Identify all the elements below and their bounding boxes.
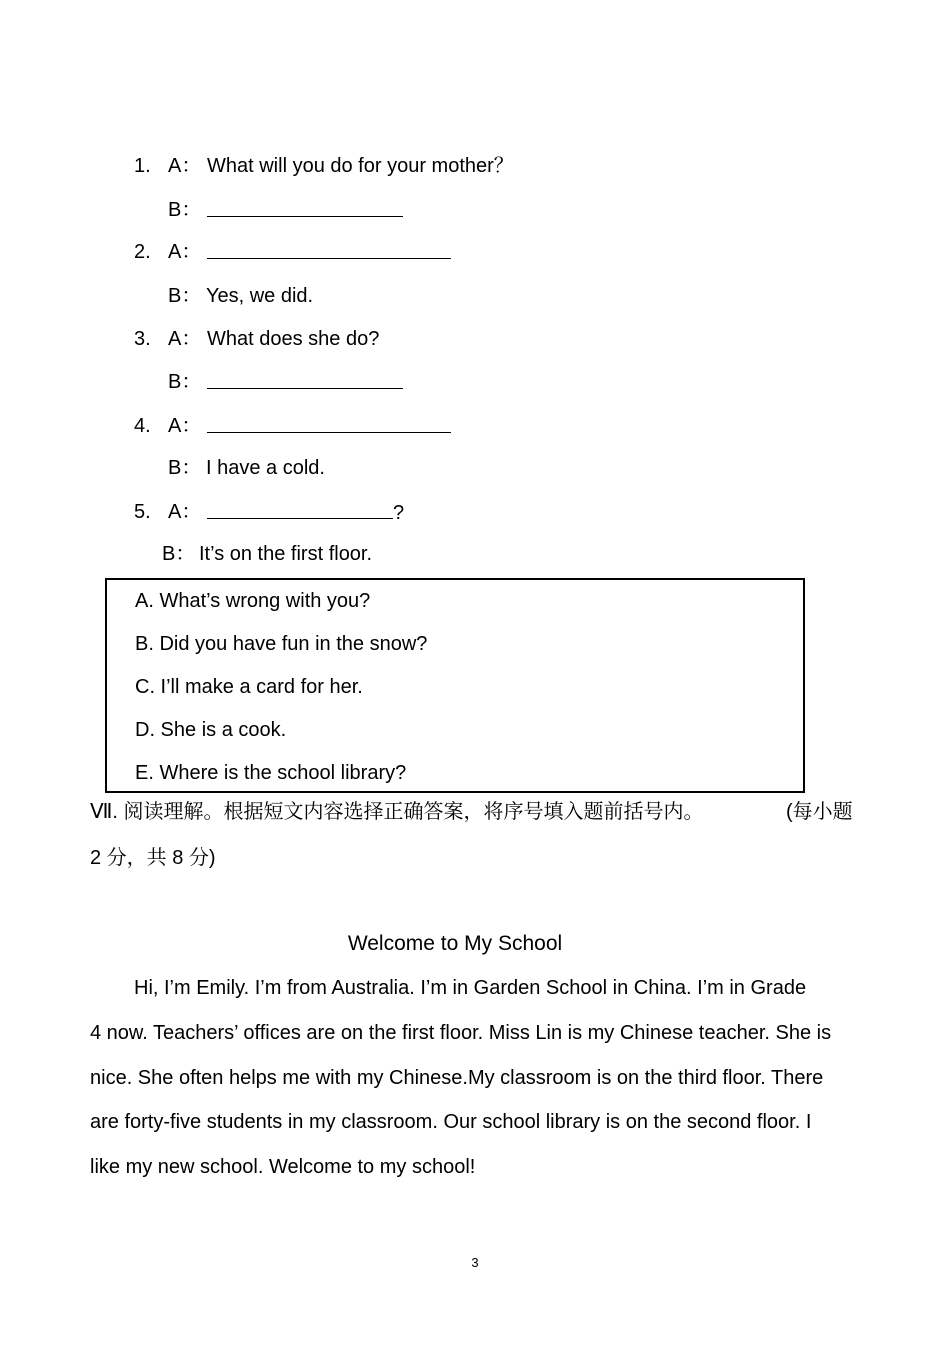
answer-blank[interactable]: [207, 414, 451, 433]
passage-line: 4 now. Teachers’ offices are on the first floor. Miss Lin is my Chinese teacher. She is: [90, 1022, 832, 1044]
passage-line: nice. She often helps me with my Chinese.My classroom is on the third floor. There: [90, 1067, 824, 1089]
speaker-b-label: B：: [168, 285, 202, 307]
passage-line: like my new school. Welcome to my school!: [90, 1156, 476, 1178]
option-c: C. I’ll make a card for her.: [135, 676, 363, 698]
answer-blank[interactable]: [207, 370, 403, 389]
question-number: 3.: [134, 328, 151, 350]
speaker-a-label: A：: [168, 155, 202, 177]
section-score-line: 2 分，共 8 分): [90, 847, 216, 869]
speaker-a-label: A：: [168, 415, 202, 437]
answer-blank[interactable]: [207, 500, 393, 519]
passage-line: Hi, I’m Emily. I’m from Australia. I’m in Garden School in China. I’m in Grade: [134, 977, 807, 999]
speaker-b-text: I have a cold.: [206, 457, 325, 479]
speaker-a-label: A：: [168, 501, 202, 523]
passage-line: are forty-five students in my classroom. Our school library is on the second floor. I: [90, 1111, 812, 1133]
question-number: 2.: [134, 241, 151, 263]
speaker-a-label: A：: [168, 241, 202, 263]
question-number: 4.: [134, 415, 151, 437]
speaker-a-label: A：: [168, 328, 202, 350]
speaker-b-label: B：: [162, 543, 196, 565]
speaker-b-label: B：: [168, 457, 202, 479]
section-heading: Ⅶ. 阅读理解。根据短文内容选择正确答案，将序号填入题前括号内。: [90, 801, 704, 823]
speaker-b-text: It’s on the first floor.: [199, 543, 373, 565]
option-d: D. She is a cook.: [135, 719, 287, 741]
speaker-b-text: Yes, we did.: [206, 285, 314, 307]
speaker-a-text: What will you do for your mother？: [207, 155, 514, 177]
speaker-a-text: What does she do?: [207, 328, 380, 350]
question-number: 1.: [134, 155, 151, 177]
speaker-b-label: B：: [168, 371, 202, 393]
option-b: B. Did you have fun in the snow?: [135, 633, 428, 655]
option-e: E. Where is the school library?: [135, 762, 407, 784]
answer-blank[interactable]: [207, 240, 451, 259]
speaker-b-label: B：: [168, 199, 202, 221]
speaker-a-text: ?: [393, 502, 405, 524]
question-number: 5.: [134, 501, 151, 523]
answer-blank[interactable]: [207, 198, 403, 217]
passage-title: Welcome to My School: [347, 932, 563, 955]
section-score-note: (每小题: [786, 801, 853, 823]
options-box: [105, 578, 805, 793]
page-number: 3: [471, 1255, 479, 1270]
option-a: A. What’s wrong with you?: [135, 590, 371, 612]
